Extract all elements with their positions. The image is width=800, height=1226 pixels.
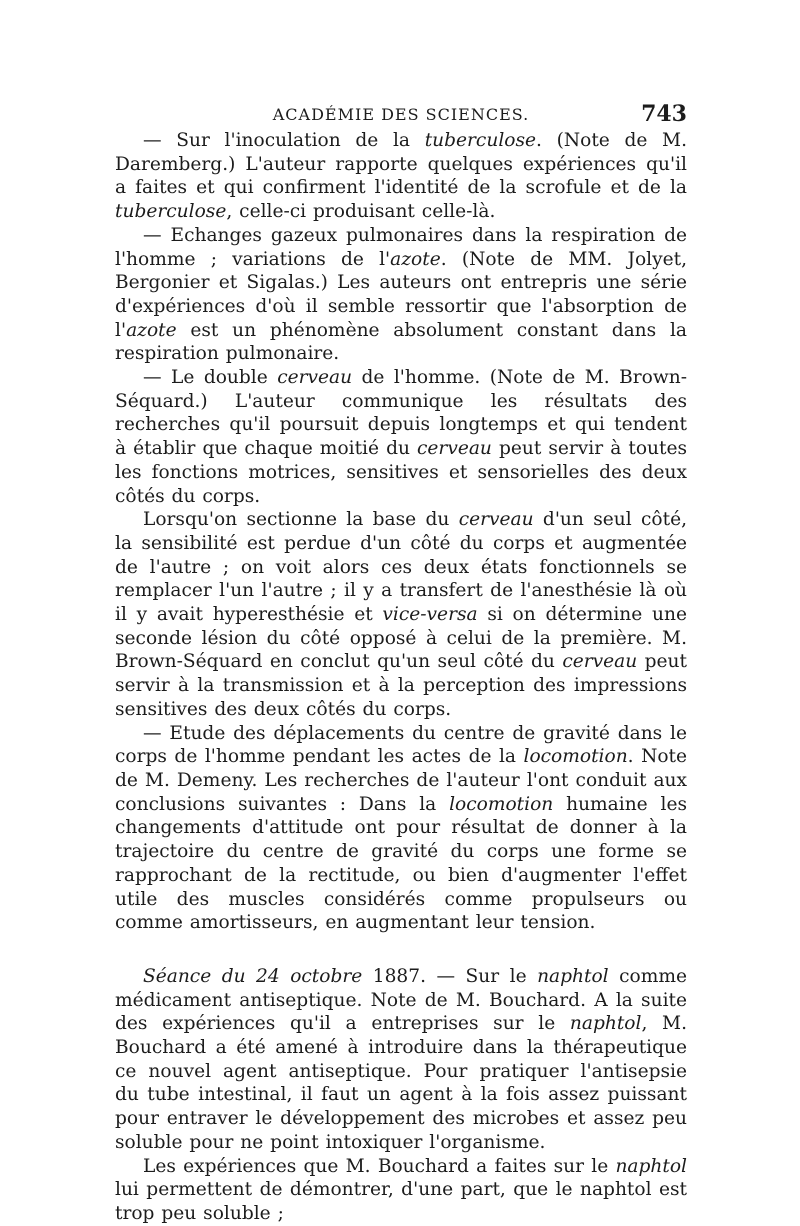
text-run: — Echanges gazeux pulmonaires dans la respiration de l'homme ; variations de l' — [115, 224, 687, 270]
italic-term: azote — [126, 319, 177, 341]
italic-term: naphtol — [569, 1013, 642, 1035]
text-run: 1887. — Sur le — [362, 965, 538, 987]
running-head: ACADÉMIE DES SCIENCES. — [272, 105, 530, 124]
text-run: de l'homme. (Note de M. Brown-Séquard.) L'auteur communique les résultats des recherches qu'il poursuit depuis longtemps et qui tendent à établir que chaque moitié du — [115, 367, 687, 460]
paragraph-section-cerveau — [115, 508, 687, 721]
text-run: . (Note de MM. Jolyet, Bergonier et Sigalas.) Les auteurs ont entrepris une série d'expériences d'où il semble ressortir que l'absorption de l' — [115, 248, 687, 341]
paragraph-seance-naphtol — [115, 965, 687, 1155]
text-run: — Sur l'inoculation de la — [143, 130, 425, 151]
paragraph-double-cerveau — [115, 366, 687, 508]
paragraph-centre-gravite — [115, 722, 687, 935]
text-run: — Le double — [143, 367, 278, 389]
text-run: . Note de M. Demeny. Les recherches de l'auteur l'ont conduit aux conclusions suivantes : Dans la — [115, 746, 688, 815]
text-run: est un phénomène absolument constant dans la respiration pulmonaire. — [115, 319, 687, 365]
italic-term: cerveau — [417, 438, 492, 460]
italic-term: tuberculose — [424, 130, 537, 151]
text-run: d'un seul côté, la sensibilité est perdue d'un côté du corps et augmentée de l'autre ; on voit alors ces deux états fonctionnels se remplacer l'un l'autre ; il y a transfert de l'anesthésie là où il y avait hyperesthésie et — [115, 509, 687, 626]
document-page — [115, 95, 687, 1226]
text-run: , celle-ci produisant celle-là. — [226, 201, 496, 223]
page-number: 743 — [641, 101, 687, 127]
text-run: — Etude des déplacements du centre de gravité dans le corps de l'homme pendant les actes de la — [115, 722, 687, 768]
italic-term: cerveau — [562, 651, 638, 673]
italic-term: naphtol — [615, 1155, 687, 1177]
text-run: si on détermine une seconde lésion du côté opposé à celui de la première. M. Brown-Séquard en conclut qu'un seul côté du — [115, 604, 687, 673]
italic-term: locomotion — [449, 793, 554, 815]
text-run: peut servir à la transmission et à la perception des impressions sensitives des deux côtés du corps. — [115, 651, 688, 720]
text-run: Lorsqu'on sectionne la base du — [143, 509, 459, 531]
italic-term: cerveau — [277, 367, 353, 389]
section-gap — [115, 935, 687, 965]
italic-term: tuberculose — [115, 201, 227, 223]
text-run: , M. Bouchard a été amené à introduire dans la thérapeutique ce nouvel agent antiseptique. Pour pratiquer l'antisepsie du tube intestinal, il faut un agent à la fois assez puissant pour entraver le développement des microbes et assez peu soluble pour ne point intoxiquer l'organisme. — [115, 1013, 687, 1153]
paragraph-inoculation-tuberculose — [115, 129, 687, 224]
paragraph-echanges-gazeux — [115, 224, 687, 366]
italic-term: vice-versa — [382, 604, 478, 626]
text-run: comme médicament antiseptique. Note de M. Bouchard. A la suite des expériences qu'il a entreprises sur le — [115, 965, 687, 1035]
italic-term: Séance du 24 octobre — [143, 965, 363, 987]
text-run: Les expériences que M. Bouchard a faites sur le — [143, 1155, 616, 1177]
italic-term: naphtol — [537, 965, 609, 987]
italic-term: locomotion — [523, 746, 628, 768]
text-run: peut servir à toutes les fonctions motrices, sensitives et sensorielles des deux côtés du corps. — [115, 438, 688, 507]
italic-term: azote — [390, 248, 441, 270]
text-run: lui permettent de démontrer, d'une part, que le naphtol est trop peu soluble ; — [115, 1179, 687, 1224]
text-run: . (Note de M. Daremberg.) L'auteur rapporte quelques expériences qu'il a faites et qui confirment l'identité de la scrofule et de la — [115, 130, 687, 199]
page-header — [115, 95, 687, 129]
italic-term: cerveau — [458, 509, 534, 531]
text-run: humaine les changements d'attitude ont pour résultat de donner à la trajectoire du centre de gravité du corps une forme se rapprochant de la rectitude, ou bien d'augmenter l'effet utile des muscles considérés comme propulseurs ou comme amortisseurs, en augmentant leur tension. — [115, 793, 687, 934]
